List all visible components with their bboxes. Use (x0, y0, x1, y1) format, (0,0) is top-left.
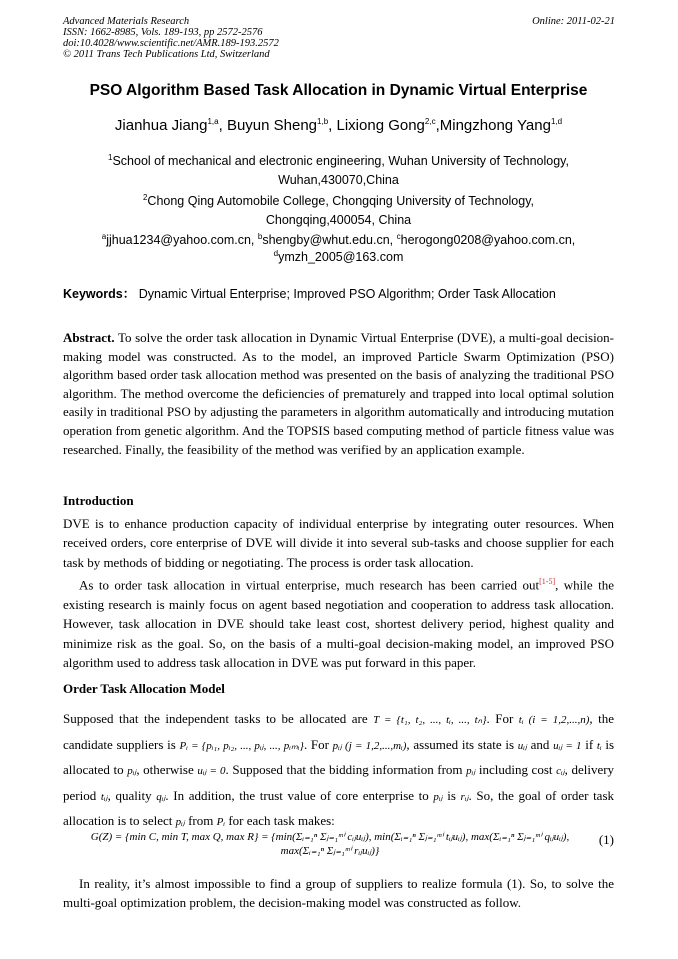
text: is (447, 787, 456, 803)
section-heading: Order Task Allocation Model (63, 681, 225, 696)
emails: $^d$ymzh_2005@163.com (273, 248, 404, 264)
affiliation-text: Wuhan,430070,China (278, 172, 399, 187)
paragraph: In reality, it’s almost impossible to find a group of suppliers to realize formula (1). So, to solve the multi-goal optimization problem, the decision-making model was constructed as follow. (63, 876, 614, 911)
model-paragraph (63, 707, 614, 835)
text: , delivery period (63, 762, 615, 803)
citation-link[interactable]: [1-5] (539, 577, 556, 587)
journal-header (63, 16, 279, 60)
aff-sup: 2 (142, 193, 148, 203)
text: , quality (107, 787, 152, 803)
text: Supposed that the independent tasks to be allocated are (63, 711, 368, 726)
math: Pᵢ (216, 816, 226, 828)
text: if (585, 736, 594, 752)
author-sup: 2,c (424, 117, 436, 126)
email[interactable]: jjhua1234@yahoo.com.cn, (106, 232, 258, 247)
text: for each task makes: (228, 813, 335, 828)
emails: $^a$jjhua1234@yahoo.com.cn, $^b$shengby@whut.edu.cn, $^c$herogong0208@yahoo.com.cn, (101, 231, 576, 247)
math: pᵢⱼ (433, 790, 443, 803)
paragraph: DVE is to enhance production capacity of individual enterprise by integrating outer resources. When received orders, core enterprise of DVE will divide it into several sub-tasks and choose supplier for each task by methods of bidding or negotiating. The process is order task allocation. (63, 516, 614, 570)
email[interactable]: shengby@whut.edu.cn, (262, 232, 397, 247)
math: pᵢⱼ (127, 765, 137, 777)
copyright: © 2011 Trans Tech Publications Ltd, Switzerland (63, 49, 270, 60)
math: cᵢⱼ (556, 765, 565, 777)
affiliation-text: School of mechanical and electronic engineering, Wuhan University of Technology, (112, 154, 569, 169)
author: Jianhua Jiang (114, 117, 208, 134)
keywords-label: Keywords： (63, 287, 136, 301)
text: , assumed its state is (406, 736, 515, 752)
text: from (188, 813, 214, 828)
keywords-text: Dynamic Virtual Enterprise; Improved PSO Algorithm; Order Task Allocation (138, 287, 556, 301)
abstract-text: To solve the order task allocation in Dynamic Virtual Enterprise (DVE), a multi-goal decision-making model was constructed. As to the model, an improved Particle Swarm Optimization (PSO) algorithm based order task allocation method was presented on the basis of analyzing the traditional PSO algorithm. The method overcome the deficiencies of prematurely and trapped into local optimal solution easily in traditional PSO by adjusting the parameters in algorithm automatically and introducing mutation operation from genetic algorithm. And the TOPSIS based computing method of particle fitness value was researched. Finally, the feasibility of the method was verified by an application example. (63, 330, 615, 457)
affiliation-text: Chong Qing Automobile College, Chongqing University of Technology, (147, 194, 535, 209)
affiliation-text: Chongqing,400054, China (265, 213, 412, 228)
text: . So, the goal of order task allocation is to select (63, 787, 615, 828)
author-sup: 1,a (207, 117, 219, 126)
math: Pᵢ = {pᵢ₁, pᵢ₂, ..., pᵢⱼ, ..., pᵢₘᵢ} (179, 739, 304, 752)
text: is allocated to (63, 736, 615, 777)
text: . In addition, the trust value of core enterprise to (165, 787, 429, 803)
aff-sup: 1 (108, 153, 113, 162)
affiliations (63, 149, 614, 264)
math: tᵢⱼ (100, 790, 108, 803)
author: Buyun Sheng (226, 117, 318, 134)
affiliation (63, 149, 614, 171)
issn: ISSN: 1662-8985, Vols. 189-193, pp 2572-2576 (63, 27, 263, 38)
math: tᵢ (i = 1,2,...,n) (518, 714, 590, 726)
math: T = {t₁, t₂, ..., tᵢ, ..., tₙ} (373, 714, 487, 726)
text: and (530, 736, 550, 752)
text: , otherwise (136, 762, 194, 777)
abstract-label: Abstract. (63, 330, 115, 345)
math: uᵢⱼ = 1 (553, 739, 582, 752)
text: . Supposed that the bidding information from (225, 762, 463, 777)
intro-section (63, 514, 614, 673)
journal-name: Advanced Materials Research (63, 16, 190, 27)
math: pᵢⱼ (466, 765, 476, 777)
text: , the candidate suppliers is (63, 711, 615, 752)
math: uᵢⱼ (517, 739, 527, 752)
math: pᵢⱼ (175, 816, 185, 828)
section-heading: Introduction (63, 493, 134, 508)
text: . For (486, 711, 514, 726)
text: . For (303, 736, 329, 752)
formula: G(Z) = {min C, min T, max Q, max R} = {min(Σᵢ₌₁ⁿ Σⱼ₌₁ᵐⁱ cᵢⱼuᵢⱼ), min(Σᵢ₌₁ⁿ Σⱼ₌₁ᵐⁱ tᵢⱼuᵢⱼ), max(Σᵢ₌₁ⁿ Σⱼ₌₁ᵐⁱ qᵢⱼuᵢⱼ), max(Σᵢ₌₁ⁿ Σⱼ₌₁ᵐⁱ rᵢⱼuᵢⱼ)} (90, 831, 570, 857)
paper-title: PSO Algorithm Based Task Allocation in Dynamic Virtual Enterprise (89, 82, 588, 99)
affiliation (63, 189, 614, 211)
author-list: Jianhua Jiang$^{1,a}$, Buyun Sheng$^{1,b}$, Lixiong Gong$^{2,c}$,Mingzhong Yang$^{1,d}$ (114, 117, 563, 134)
author: Lixiong Gong (336, 117, 425, 134)
email[interactable]: herogong0208@yahoo.com.cn, (400, 232, 576, 247)
math: qᵢⱼ (156, 790, 166, 803)
keywords (63, 284, 614, 302)
author-sup: 1,d (550, 117, 563, 126)
email[interactable]: ymzh_2005@163.com (278, 250, 404, 264)
math: tᵢ (596, 739, 602, 752)
doi: doi:10.4028/www.scientific.net/AMR.189-193.2572 (63, 38, 279, 49)
author-sup: 1,b (317, 117, 329, 126)
text: As to order task allocation in virtual enterprise, much research has been carried out (79, 577, 540, 593)
online-date: Online: 2011-02-21 (532, 16, 615, 27)
abstract (63, 329, 614, 459)
paragraph (63, 572, 614, 672)
equation-number: (1) (598, 832, 614, 847)
math: uᵢⱼ = 0 (197, 765, 226, 777)
math: rᵢⱼ (460, 790, 469, 803)
text: , while the existing research is mainly focus on agent based negotiation and cooperation to address task allocation. However, task allocation in DVE should take least cost, shortest delivery period, highest quality and minimize risk as the goal. So, on the basis of a multi-goal decision-making model, an improved PSO algorithm used to address task allocation in DVE was put forward in this paper. (63, 577, 614, 671)
author: Mingzhong Yang (439, 117, 551, 134)
text: including cost (478, 762, 553, 777)
math: pᵢⱼ (j = 1,2,...,mᵢ) (332, 739, 407, 752)
